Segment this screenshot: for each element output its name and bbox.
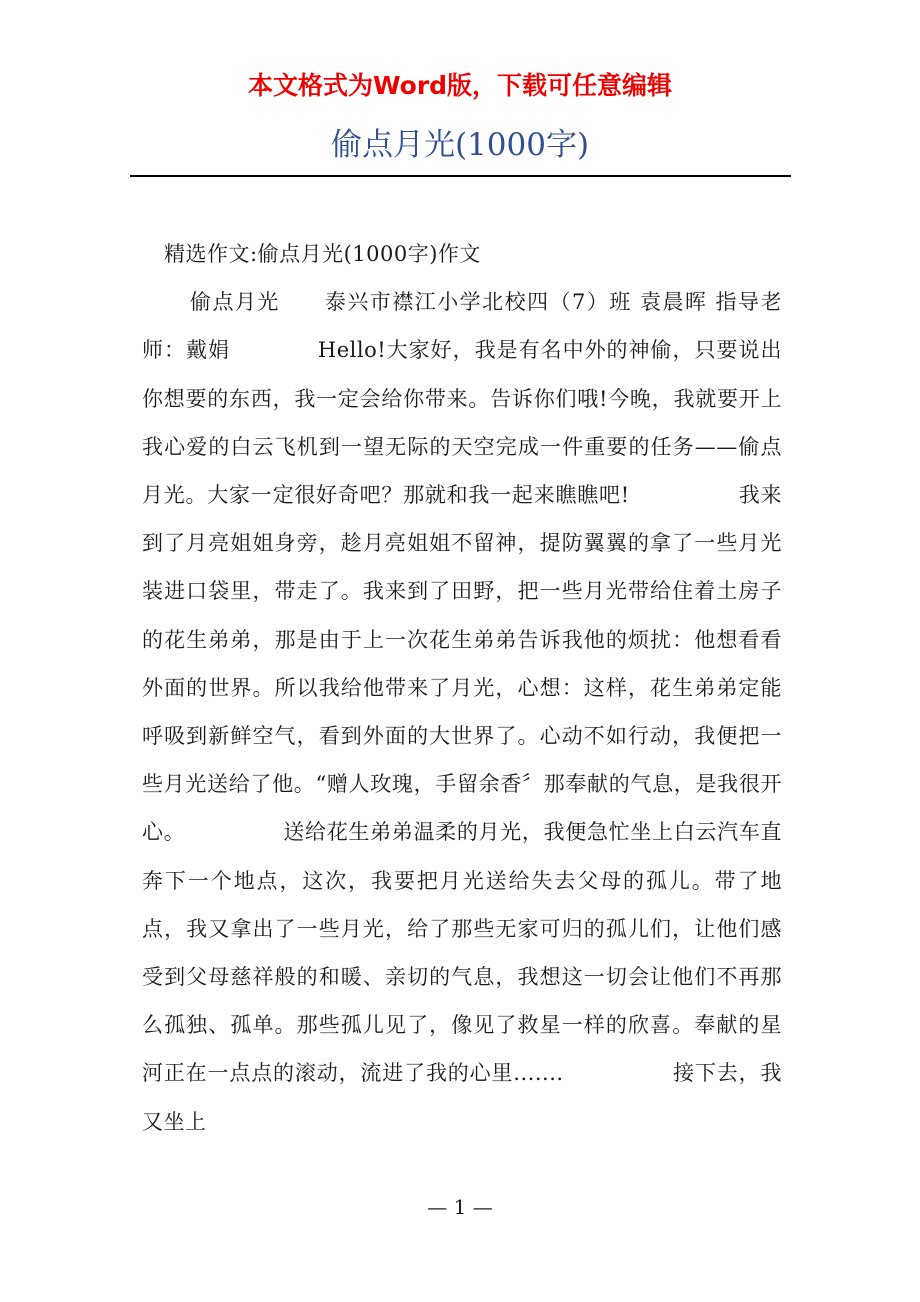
document-title: 偷点月光(1000字) xyxy=(330,127,590,163)
document-body xyxy=(142,230,782,1146)
page-number: — 1 — xyxy=(427,1195,493,1219)
download-notice: 本文格式为Word版，下载可任意编辑 xyxy=(247,71,673,100)
essay-paragraph: 偷点月光 泰兴市襟江小学北校四（7）班 袁晨晖 指导老师：戴娟 Hello!大家好，我是有名中外的神偷，只要说出你想要的东西，我一定会给你带来。告诉你们哦!今晚，我就要开上我心爱的白云飞机到一望无际的天空完成一件重要的任务——偷点月光。大家一定很好奇吧？那就和我一起来瞧瞧吧! 我来到了月亮姐姐身旁，趁月亮姐姐不留神，提防翼翼的拿了一些月光装进口袋里，带走了。我来到了田野，把一些月光带给住着土房子的花生弟弟，那是由于上一次花生弟弟告诉我他的烦扰：他想看看外面的世界。所以我给他带来了月光，心想：这样，花生弟弟定能呼吸到新鲜空气，看到外面的大世界了。心动不如行动，我便把一些月光送给了他。“赠人玫瑰，手留余香〞那奉献的气息，是我很开心。 送给花生弟弟温柔的月光，我便急忙坐上白云汽车直奔下一个地点，这次，我要把月光送给失去父母的孤儿。带了地点，我又拿出了一些月光，给了那些无家可归的孤儿们，让他们感受到父母慈祥般的和暖、亲切的气息，我想这一切会让他们不再那么孤独、孤单。那些孤儿见了，像见了救星一样的欣喜。奉献的星河正在一点点的滚动，流进了我的心里....... 接下去，我又坐上 xyxy=(142,290,782,1134)
title-divider xyxy=(130,175,791,177)
essay-subtitle: 精选作文:偷点月光(1000字)作文 xyxy=(164,242,481,266)
